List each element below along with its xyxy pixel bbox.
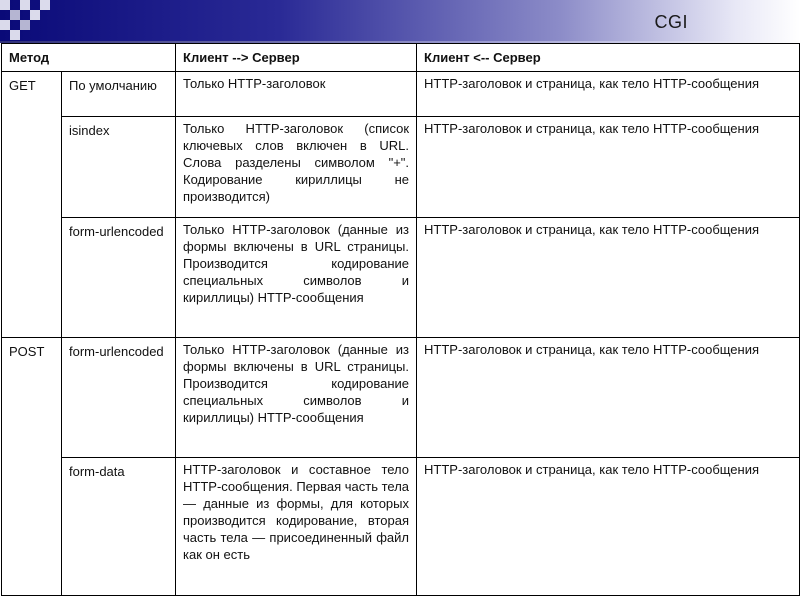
subtype-cell: form-data xyxy=(62,458,176,596)
server-to-client-cell: HTTP-заголовок и страница, как тело HTTP-сообщения xyxy=(417,218,800,338)
header-client-to-server: Клиент --> Сервер xyxy=(176,44,417,72)
subtype-cell: isindex xyxy=(62,117,176,218)
table-row xyxy=(2,72,800,117)
server-to-client-cell: HTTP-заголовок и страница, как тело HTTP-сообщения xyxy=(417,458,800,596)
client-to-server-cell: Только HTTP-заголовок (данные из формы включены в URL страницы. Производится кодирование специальных символов и кириллицы) HTTP-сообщения xyxy=(176,218,417,338)
client-to-server-cell: HTTP-заголовок и составное тело HTTP-сообщения. Первая часть тела — данные из формы, для которых производится кодирование, вторая часть тела — присоединенный файл как он есть xyxy=(176,458,417,596)
server-to-client-cell: HTTP-заголовок и страница, как тело HTTP-сообщения xyxy=(417,338,800,458)
server-to-client-cell: HTTP-заголовок и страница, как тело HTTP-сообщения xyxy=(417,117,800,218)
decorative-checker-pattern xyxy=(0,0,64,40)
slide-title: CGI xyxy=(654,12,688,32)
table-row xyxy=(2,218,800,338)
client-to-server-cell: Только HTTP-заголовок (список ключевых слов включен в URL. Слова разделены символом "+". Кодирование кириллицы не производится) xyxy=(176,117,417,218)
header-method: Метод xyxy=(2,44,176,72)
table-row xyxy=(2,458,800,596)
method-cell-post: POST xyxy=(2,338,62,596)
slide-header-band xyxy=(0,0,800,42)
server-to-client-cell: HTTP-заголовок и страница, как тело HTTP-сообщения xyxy=(417,72,800,117)
table-row xyxy=(2,338,800,458)
header-server-to-client: Клиент <-- Сервер xyxy=(417,44,800,72)
table-row xyxy=(2,117,800,218)
subtype-cell: form-urlencoded xyxy=(62,218,176,338)
table-header-row xyxy=(2,44,800,72)
client-to-server-cell: Только HTTP-заголовок xyxy=(176,72,417,117)
subtype-cell: form-urlencoded xyxy=(62,338,176,458)
subtype-cell: По умолчанию xyxy=(62,72,176,117)
method-cell-get: GET xyxy=(2,72,62,338)
client-to-server-cell: Только HTTP-заголовок (данные из формы включены в URL страницы. Производится кодирование специальных символов и кириллицы) HTTP-сообщения xyxy=(176,338,417,458)
cgi-methods-table xyxy=(1,43,800,596)
